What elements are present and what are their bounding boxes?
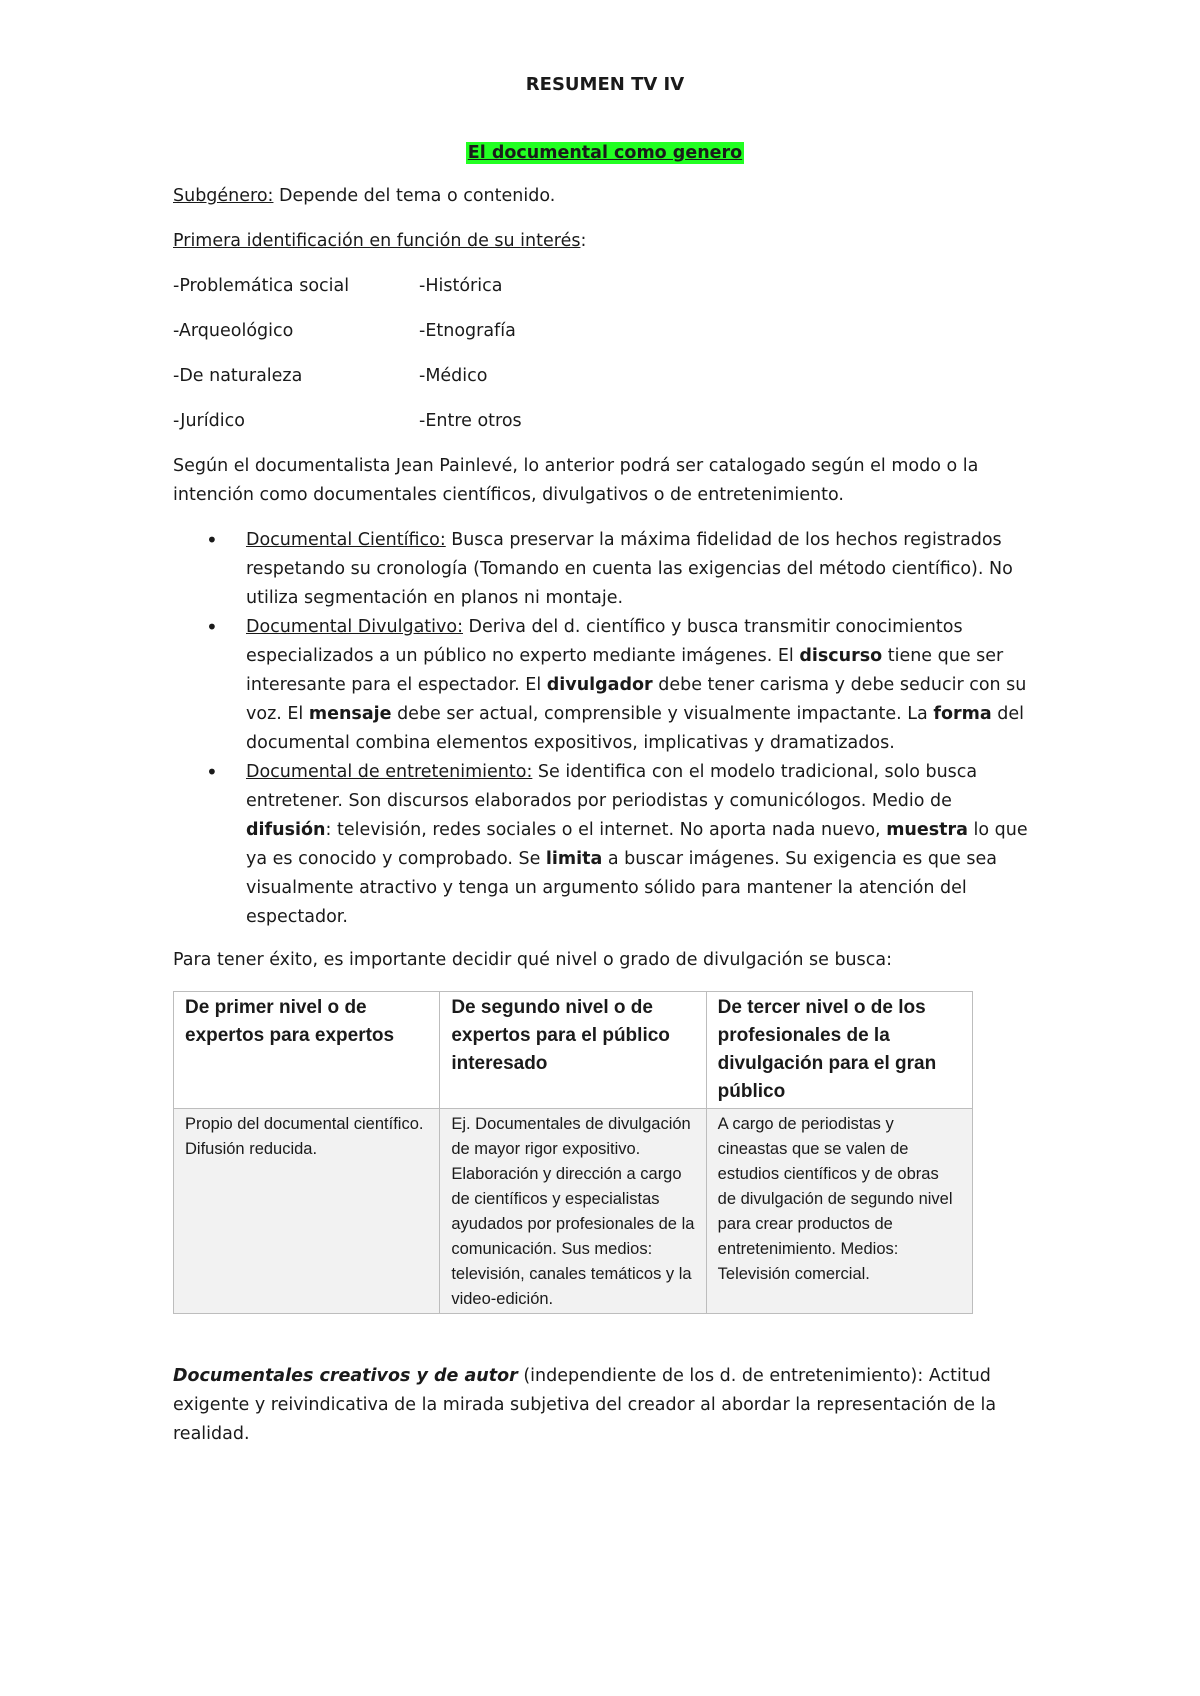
section-heading-wrap <box>173 139 1037 168</box>
genre-left: -Jurídico <box>173 411 245 431</box>
keyword-forma: forma <box>933 704 992 724</box>
divulgativo-text: debe ser actual, comprensible y visualmente impactante. La <box>391 704 934 724</box>
document-title: RESUMEN TV IV <box>525 74 685 95</box>
cientifico-label: Documental Científico: <box>246 530 446 550</box>
keyword-divulgador: divulgador <box>546 675 653 695</box>
genre-row <box>173 317 1037 346</box>
list-item-cientifico <box>246 526 1037 613</box>
entretenimiento-text: a buscar imágenes. Su exigencia es que sea visualmente atractivo y tenga un argumento sólido para mantener la atención del espectador. <box>246 849 997 927</box>
document-body <box>173 70 1037 1465</box>
genre-row <box>173 272 1037 301</box>
table-cell: Ej. Documentales de divulgación de mayor rigor expositivo. Elaboración y dirección a cargo de científicos y especialistas ayudados por profesionales de la comunicación. Sus medios: televisión, canales temáticos y la video-edición. <box>440 1109 706 1314</box>
genre-left: -Problemática social <box>173 276 350 296</box>
cientifico-text: Busca preservar la máxima fidelidad de los hechos registrados respetando su cronología (Tomando en cuenta las exigencias del método científico). No utiliza segmentación en planos ni montaje. <box>246 530 1013 608</box>
entretenimiento-label: Documental de entretenimiento: <box>246 762 533 782</box>
keyword-mensaje: mensaje <box>308 704 392 724</box>
divulgativo-text: del documental combina elementos expositivos, implicativas y dramatizados. <box>246 704 1024 753</box>
subgenero-label: Subgénero: <box>173 186 274 206</box>
primera-colon: : <box>580 231 587 251</box>
divulgativo-text: Deriva del d. científico y busca transmitir conocimientos especializados a un público no experto mediante imágenes. El <box>246 617 963 666</box>
genre-right: -Médico <box>419 366 488 386</box>
genre-left: -De naturaleza <box>173 366 303 386</box>
creativos-label: Documentales creativos y de autor <box>173 1366 518 1386</box>
keyword-muestra: muestra <box>886 820 968 840</box>
table-header-cell: De primer nivel o de expertos para expertos <box>174 992 440 1109</box>
intro-paragraph: Según el documentalista Jean Painlevé, lo anterior podrá ser catalogado según el modo o la intención como documentales científicos, divulgativos o de entretenimiento. <box>173 456 979 505</box>
keyword-limita: limita <box>545 849 603 869</box>
table-header-row <box>174 992 973 1109</box>
table-cell: Propio del documental científico. Difusión reducida. <box>174 1109 440 1314</box>
keyword-difusion: difusión <box>246 820 326 840</box>
divulgativo-text: tiene que ser interesante para el espectador. El <box>246 646 1004 695</box>
subgenero-paragraph <box>173 182 1037 211</box>
keyword-discurso: discurso <box>799 646 883 666</box>
subgenero-text: Depende del tema o contenido. <box>273 186 556 206</box>
genre-right: -Etnografía <box>419 321 516 341</box>
creativos-paragraph <box>173 1362 1037 1449</box>
genre-row <box>173 407 1037 436</box>
documental-types-list <box>173 526 1037 932</box>
divulgativo-label: Documental Divulgativo: <box>246 617 463 637</box>
table-intro: Para tener éxito, es importante decidir qué nivel o grado de divulgación se busca: <box>173 950 893 970</box>
genre-right: -Histórica <box>419 276 503 296</box>
genre-left: -Arqueológico <box>173 321 294 341</box>
entretenimiento-text: Se identifica con el modelo tradicional, solo busca entretener. Son discursos elaborados por periodistas y comunicólogos. Medio de <box>246 762 978 811</box>
creativos-text: (independiente de los d. de entretenimiento): Actitud exigente y reivindicativa de la mirada subjetiva del creador al abordar la representación de la realidad. <box>173 1366 997 1444</box>
list-item-entretenimiento <box>246 758 1037 932</box>
table-header-cell: De tercer nivel o de los profesionales de la divulgación para el gran público <box>706 992 972 1109</box>
table-cell: A cargo de periodistas y cineastas que se valen de estudios científicos y de obras de divulgación de segundo nivel para crear productos de entretenimiento. Medios: Televisión comercial. <box>706 1109 972 1314</box>
divulgativo-text: debe tener carisma y debe seducir con su voz. El <box>246 675 1027 724</box>
table-row <box>174 1109 973 1314</box>
genre-row <box>173 362 1037 391</box>
entretenimiento-text: lo que ya es conocido y comprobado. Se <box>246 820 1028 869</box>
divulgation-levels-table <box>173 991 973 1314</box>
primera-paragraph <box>173 227 1037 256</box>
table-header-cell: De segundo nivel o de expertos para el público interesado <box>440 992 706 1109</box>
list-item-divulgativo <box>246 613 1037 758</box>
section-heading: El documental como genero <box>467 143 743 163</box>
genre-right: -Entre otros <box>419 411 522 431</box>
entretenimiento-text: : televisión, redes sociales o el internet. No aporta nada nuevo, <box>325 820 887 840</box>
primera-label: Primera identificación en función de su interés <box>173 231 581 251</box>
